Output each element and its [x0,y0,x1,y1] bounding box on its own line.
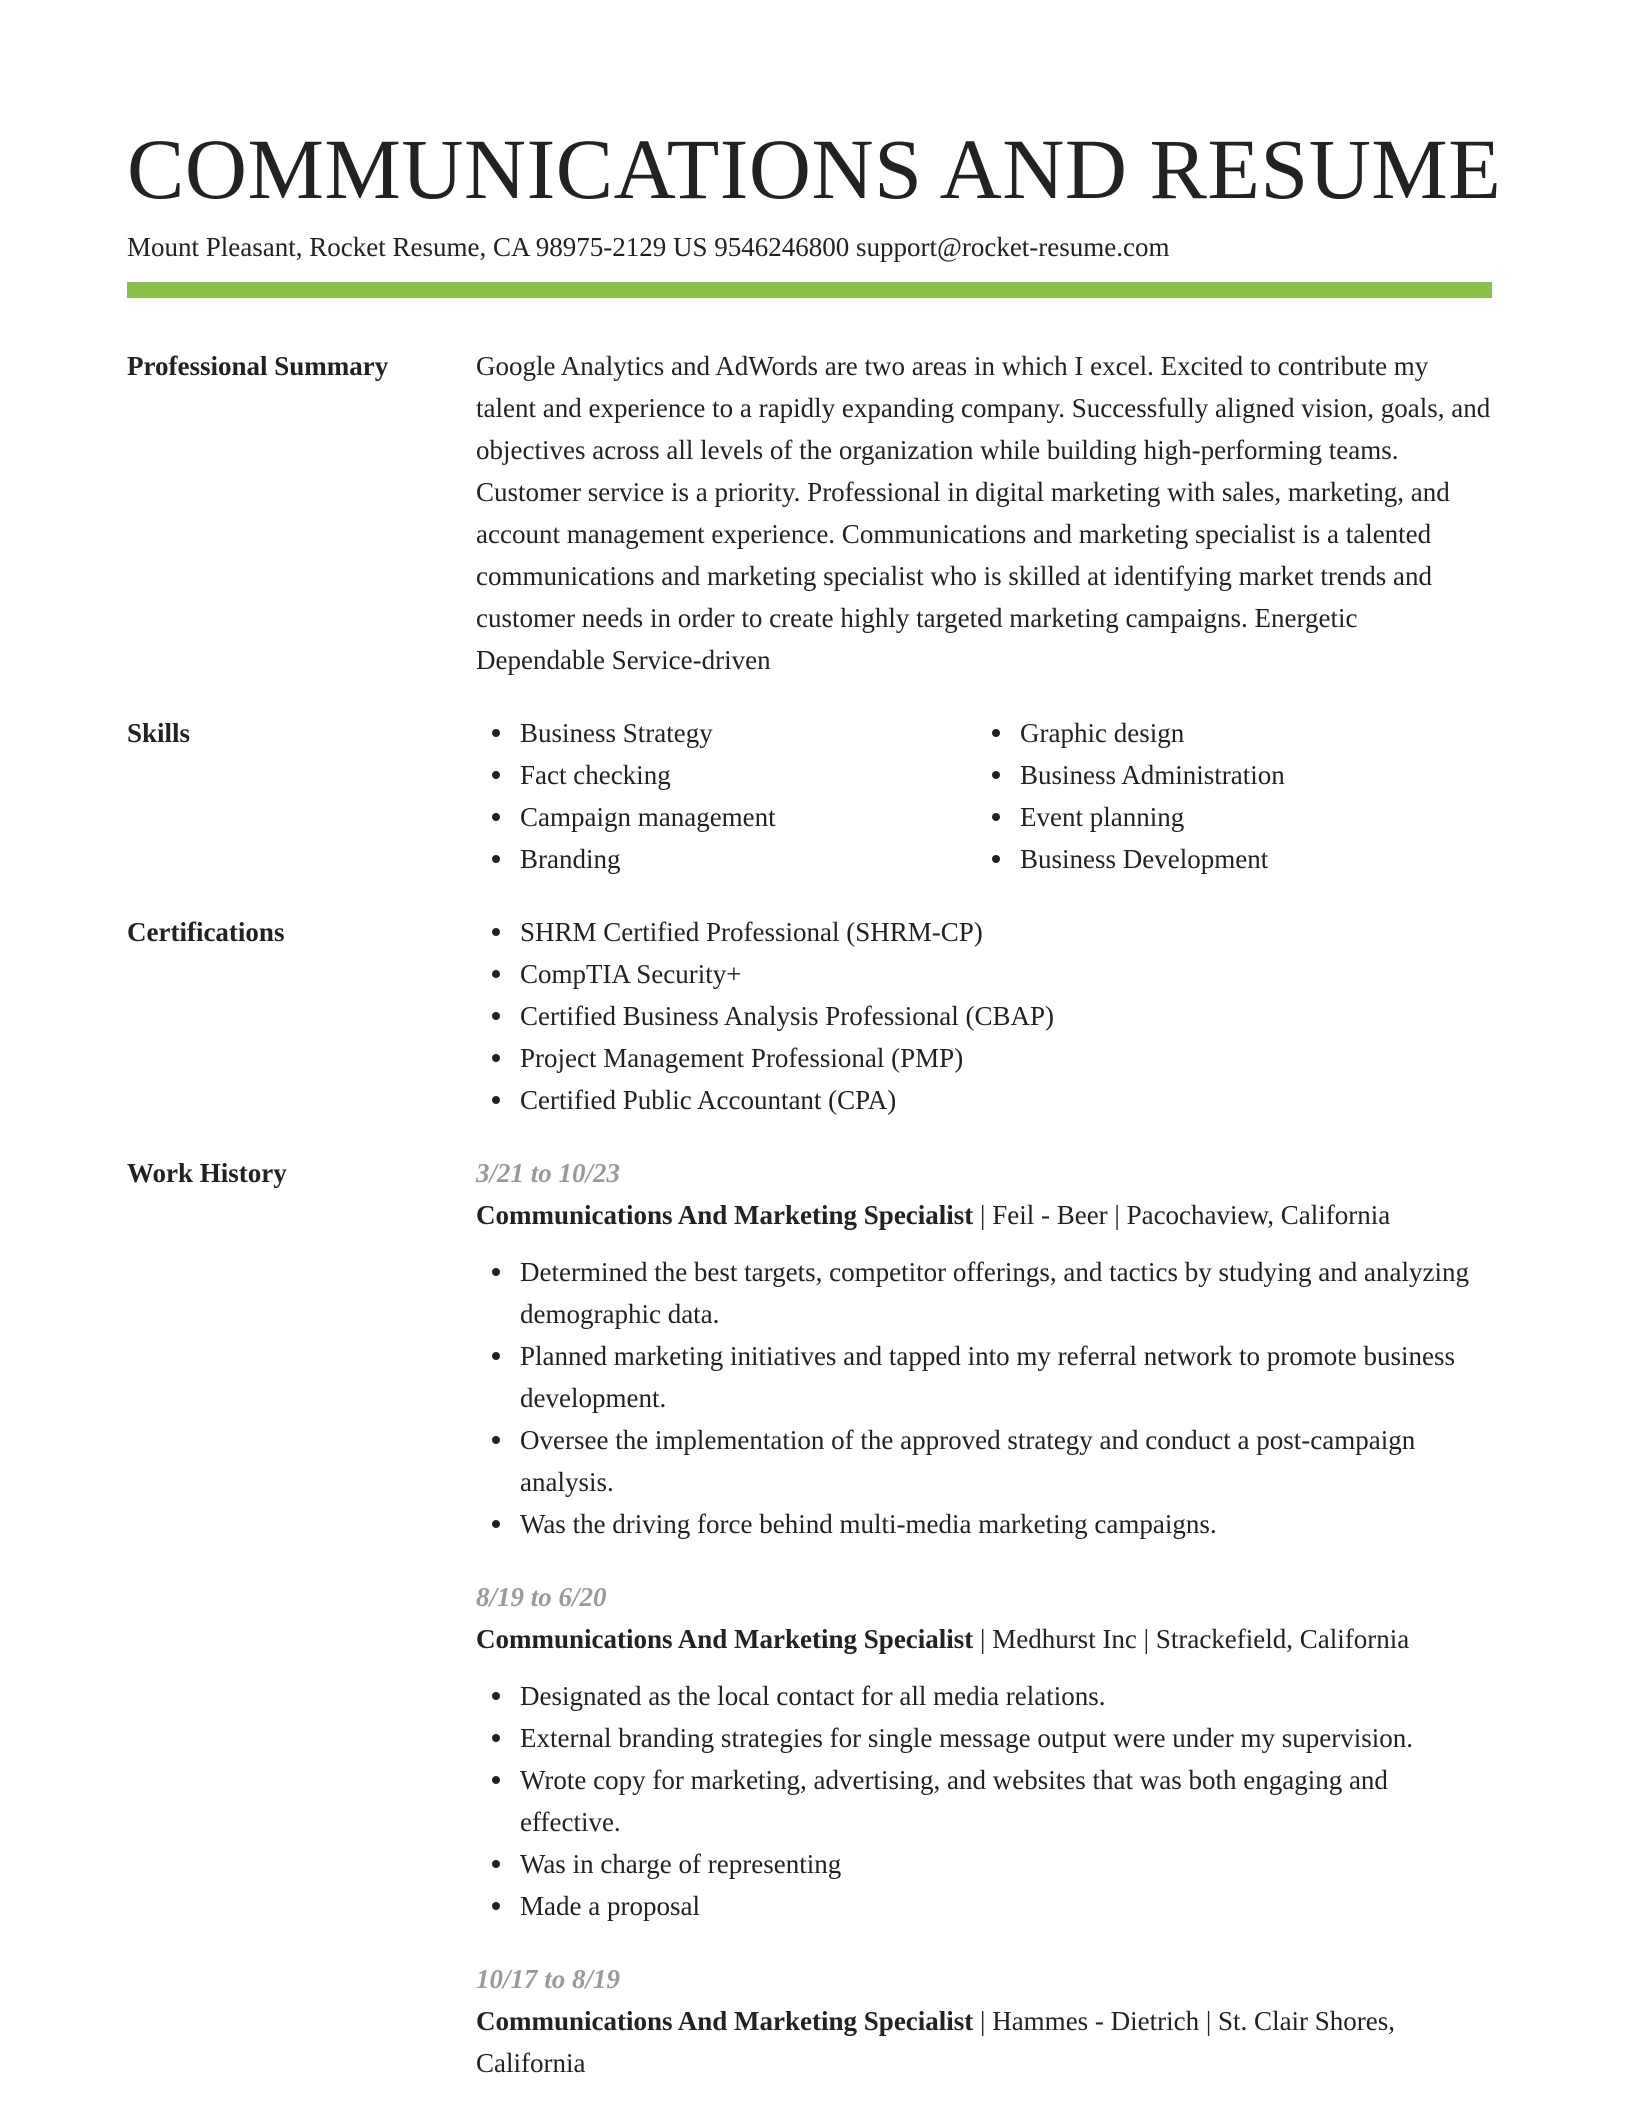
certifications-section [127,911,1492,1121]
work-history-section [127,1152,1492,2084]
job-bullet: Was the driving force behind multi-media marketing campaigns. [476,1503,1492,1545]
certification-item: Project Management Professional (PMP) [476,1037,1492,1079]
skill-item: Fact checking [476,754,976,796]
job-details: | Hammes - Dietrich | St. Clair Shores, California [476,2006,1396,2078]
job-dates: 3/21 to 10/23 [476,1158,621,1188]
certification-item: CompTIA Security+ [476,953,1492,995]
skills-column-right [976,712,1476,880]
certifications-list [476,911,1492,1121]
certification-item: Certified Business Analysis Professional (CBAP) [476,995,1492,1037]
job-bullets [476,1251,1492,1545]
skill-item: Event planning [976,796,1476,838]
section-title-skills: Skills [127,718,191,748]
section-title-work-history: Work History [127,1158,287,1188]
section-title-summary: Professional Summary [127,351,389,381]
job-bullet: Designated as the local contact for all media relations. [476,1675,1492,1717]
job-title: Communications And Marketing Specialist [476,1624,974,1654]
skill-item: Campaign management [476,796,976,838]
skills-column-left [476,712,976,880]
job-heading [476,1618,1492,1660]
job-bullet: Planned marketing initiatives and tapped into my referral network to promote business development. [476,1335,1492,1419]
skill-item: Branding [476,838,976,880]
job-bullet: Made a proposal [476,1885,1492,1927]
job-entry [476,1958,1492,2084]
job-bullet: Oversee the implementation of the approved strategy and conduct a post-campaign analysis. [476,1419,1492,1503]
certifications-body [476,911,1492,1121]
skill-item: Business Strategy [476,712,976,754]
resume-page [127,0,1502,2084]
resume-name: COMMUNICATIONS AND RESUME [127,121,1502,217]
job-entry [476,1576,1492,1927]
summary-section [127,345,1492,681]
job-bullet: Determined the best targets, competitor offerings, and tactics by studying and analyzing demographic data. [476,1251,1492,1335]
job-heading [476,1194,1492,1236]
job-entry [476,1152,1492,1545]
job-details: | Medhurst Inc | Strackefield, California [973,1624,1410,1654]
skills-section [127,712,1492,880]
job-bullet: Wrote copy for marketing, advertising, and websites that was both engaging and effective. [476,1759,1492,1843]
skill-item: Business Development [976,838,1476,880]
job-title: Communications And Marketing Specialist [476,2006,974,2036]
header-divider [127,282,1492,298]
job-heading [476,2000,1492,2084]
job-details: | Feil - Beer | Pacochaview, California [973,1200,1391,1230]
job-bullet: External branding strategies for single message output were under my supervision. [476,1717,1492,1759]
skill-item: Graphic design [976,712,1476,754]
job-title: Communications And Marketing Specialist [476,1200,974,1230]
section-title-certifications: Certifications [127,917,285,947]
summary-text: Google Analytics and AdWords are two areas in which I excel. Excited to contribute my talent and experience to a rapidly expanding company. Successfully aligned vision, goals, and objectives across all levels of the organization while building high-performing teams. Customer service is a priority. Professional in digital marketing with sales, marketing, and account management experience. Communications and marketing specialist is a talented communications and marketing specialist who is skilled at identifying market trends and customer needs in order to create highly targeted marketing campaigns. Energetic Dependable Service-driven [476,351,1491,675]
certification-item: SHRM Certified Professional (SHRM-CP) [476,911,1492,953]
contact-line: Mount Pleasant, Rocket Resume, CA 98975-2129 US 9546246800 support@rocket-resume.com [127,232,1170,262]
job-dates: 10/17 to 8/19 [476,1964,621,1994]
skills-grid [476,712,1492,880]
skill-item: Business Administration [976,754,1476,796]
certification-item: Certified Public Accountant (CPA) [476,1079,1492,1121]
job-dates: 8/19 to 6/20 [476,1582,607,1612]
job-bullets [476,1675,1492,1927]
work-history-body [476,1152,1492,2084]
job-bullet: Was in charge of representing [476,1843,1492,1885]
